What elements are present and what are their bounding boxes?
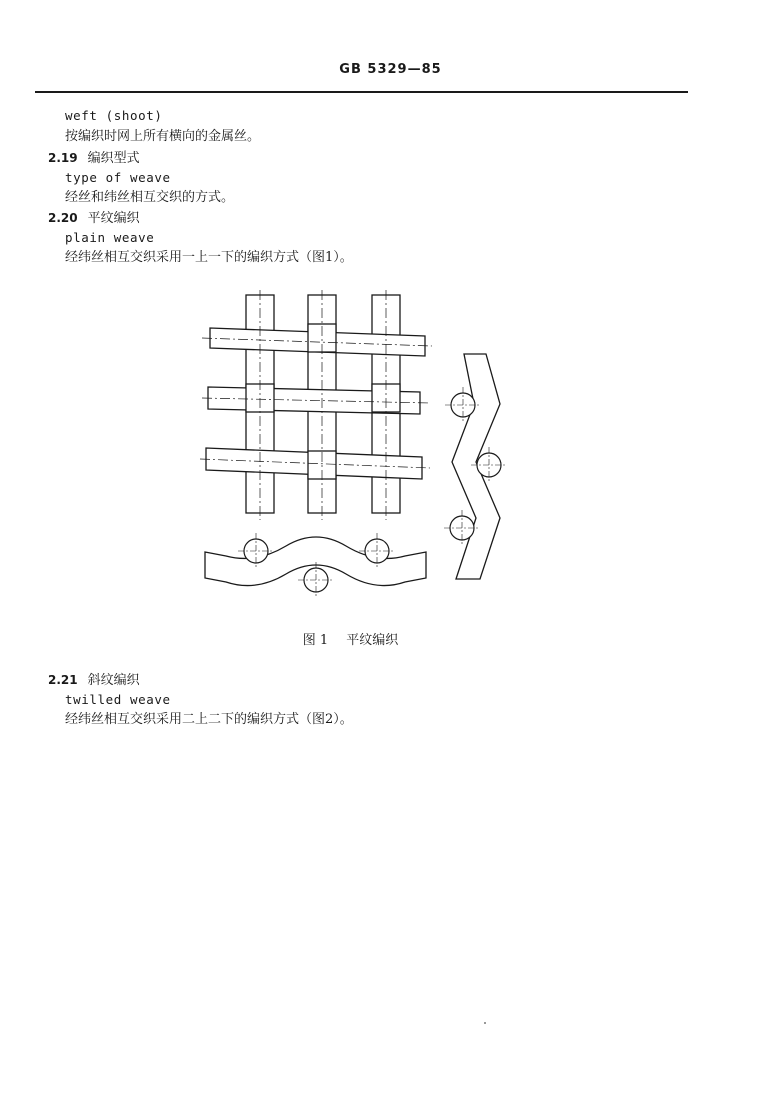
section-2-21-english: twilled weave	[65, 692, 171, 707]
section-term: 斜纹编织	[87, 673, 140, 688]
bottom-cross-section	[205, 533, 426, 598]
side-cross-section	[444, 354, 507, 579]
section-number: 2.20	[48, 211, 78, 225]
section-2-19-heading	[48, 150, 140, 167]
section-2-19-english: type of weave	[65, 170, 171, 185]
figure-1-plain-weave-diagram	[190, 288, 520, 606]
section-2-20-definition: 经纬丝相互交织采用一上一下的编织方式（图1）。	[65, 250, 353, 265]
section-number: 2.19	[48, 151, 78, 165]
figure-label: 图 1	[302, 633, 329, 648]
section-2-20-english: plain weave	[65, 230, 155, 245]
section-2-20-heading	[48, 210, 140, 227]
figure-1-caption	[0, 629, 701, 648]
scan-speck	[484, 1022, 486, 1024]
section-2-19-definition: 经丝和纬丝相互交织的方式。	[65, 190, 235, 205]
section-term: 编织型式	[87, 151, 140, 166]
weft-english-term: weft (shoot)	[65, 108, 163, 123]
figure-title: 平纹编织	[346, 633, 399, 648]
header-rule	[35, 91, 688, 93]
section-2-21-heading	[48, 672, 140, 689]
section-2-21-definition: 经纬丝相互交织采用二上二下的编织方式（图2）。	[65, 712, 353, 727]
document-header: GB 5329—85	[339, 62, 442, 77]
section-number: 2.21	[48, 673, 78, 687]
weft-definition: 按编织时网上所有横向的金属丝。	[65, 129, 261, 144]
section-term: 平纹编织	[87, 211, 140, 226]
